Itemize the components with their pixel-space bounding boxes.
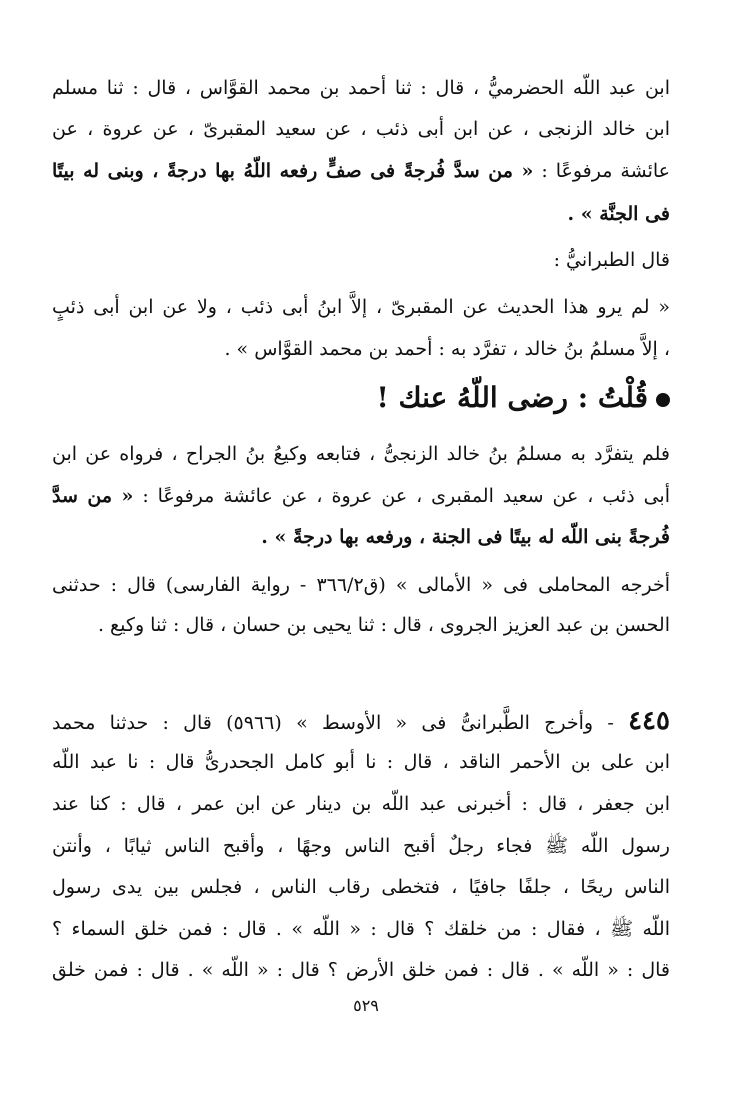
- hadith445-line1-text: - وأخرج الطَّبرانىُّ فى « الأوسط » (٥٩٦٦) قال : حدثنا محمد: [52, 712, 614, 734]
- page-number: ٥٢٩: [353, 996, 379, 1015]
- paragraph2-line1: فلم يتفرَّد به مسلمُ بنُ خالد الزنجىُّ ، فتابعه وكيعُ بنُ الجراح ، فرواه عن ابن: [52, 443, 670, 465]
- paragraph2-line2: [52, 479, 670, 513]
- paragraph2-line2-plain: أبى ذئب ، عن سعيد المقبرى ، عن عروة ، عن عائشة مرفوعًا :: [142, 485, 670, 507]
- hadith445-line3: ابن جعفر ، قال : أخبرنى عبد اللّه بن دينار عن ابن عمر ، قال : كنا عند: [52, 793, 670, 815]
- hadith-text-bold: « من سدَّ فُرجةً فى صفٍّ رفعه اللّهُ بها درجةً ، وبنى له بيتًا: [52, 160, 534, 182]
- paragraph1-line3: [52, 154, 670, 188]
- hadith445-line1: [52, 704, 670, 738]
- hadith445-line5: الناس ريحًا ، جلفًا جافيًا ، فتخطى رقاب الناس ، فجلس بين يدى رسول: [52, 876, 670, 898]
- hadith-number: ٤٤٥: [628, 706, 670, 736]
- section-heading: [52, 376, 670, 420]
- bullet-icon: [656, 393, 670, 407]
- paragraph1-line2: ابن خالد الزنجى ، عن ابن أبى ذئب ، عن سعيد المقبرىّ ، عن عروة ، عن: [52, 118, 670, 140]
- paragraph2-line2-bold: « من سدَّ: [52, 485, 134, 507]
- quote-line2: ، إلاَّ مسلمُ بنُ خالد ، تفرَّد به : أحمد بن محمد القوَّاس » .: [224, 338, 670, 360]
- paragraph3-line2: الحسن بن عبد العزيز الجروى ، قال : ثنا يحيى بن حسان ، قال : ثنا وكيع .: [97, 614, 670, 636]
- paragraph1-line3-plain: عائشة مرفوعًا :: [541, 160, 670, 182]
- paragraph1-line1: ابن عبد اللّه الحضرميُّ ، قال : ثنا أحمد بن محمد القوَّاس ، قال : ثنا مسلم: [52, 77, 670, 99]
- hadith445-line6: اللّه ﷺ ، فقال : من خلقك ؟ قال : « اللّه » . قال : فمن خلق السماء ؟: [52, 918, 670, 940]
- paragraph3-line1: أخرجه المحاملى فى « الأمالى » (ق٣٦٦/٢ - رواية الفارسى) قال : حدثنى: [52, 574, 670, 596]
- tabarani-label: قال الطبرانيُّ :: [553, 249, 670, 271]
- hadith445-line4: رسول اللّه ﷺ فجاء رجلٌ أقبح الناس وجهًا ، وأقبح الناس ثيابًا ، وأنتن: [52, 835, 670, 857]
- heading-text: قُلْتُ : رضى اللّهُ عنك !: [376, 381, 648, 414]
- paragraph2-line3: فُرجةً بنى اللّه له بيتًا فى الجنة ، ورفعه بها درجةً » .: [261, 526, 670, 548]
- hadith445-line2: ابن على بن الأحمر الناقد ، قال : نا أبو كامل الجحدرىُّ قال : نا عبد اللّه: [52, 751, 670, 773]
- quote-line1: « لم يرو هذا الحديث عن المقبرىّ ، إلاَّ ابنُ أبى ذئب ، ولا عن ابن أبى ذئبٍ: [52, 296, 670, 318]
- paragraph1-line4: فى الجنَّة » .: [567, 203, 670, 225]
- hadith445-line7: قال : « اللّه » . قال : فمن خلق الأرض ؟ قال : « اللّه » . قال : فمن خلق: [52, 959, 670, 981]
